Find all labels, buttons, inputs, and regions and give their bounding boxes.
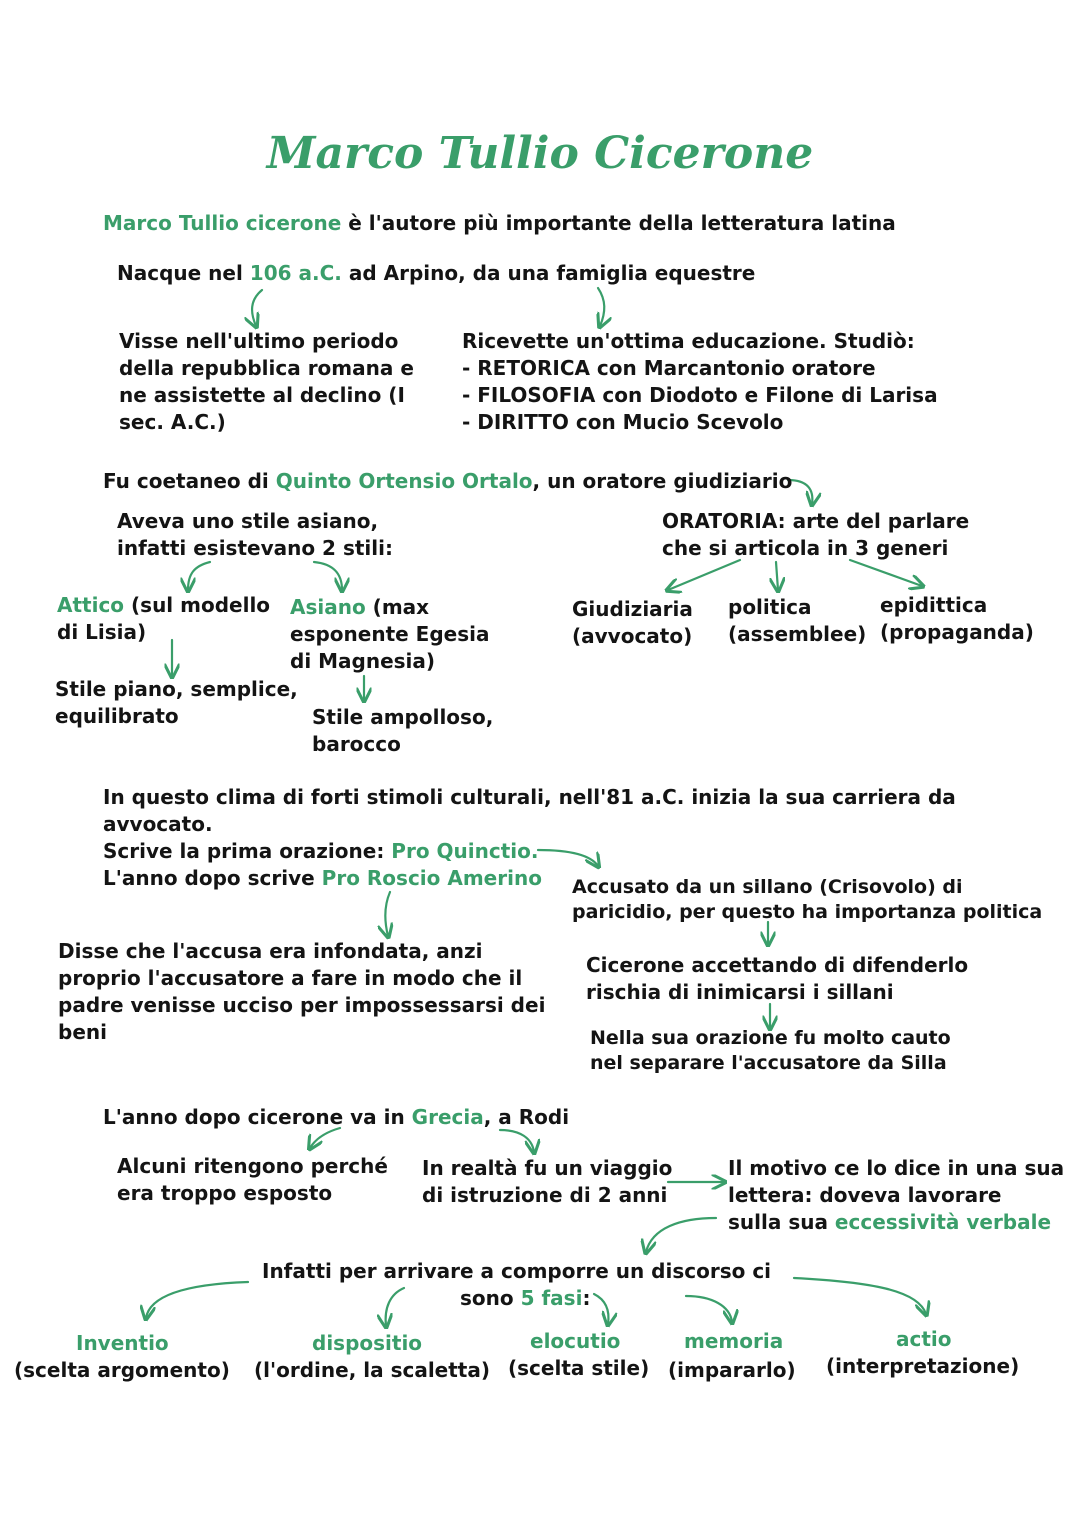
fasi-line [460,1285,590,1312]
text-line: Cicerone accettando di difenderlo [586,953,969,977]
text-line: Stile piano, semplice, [55,677,298,701]
attico-rest: (sul modello [124,593,271,617]
text-line: proprio l'accusatore a fare in modo che il [58,966,523,990]
arrow [385,892,390,936]
pro-quinctio: Pro Quinctio. [391,839,539,863]
motivo-line [728,1209,1051,1236]
text-line: avvocato. [103,812,213,836]
genere-desc: (avvocato) [572,624,693,648]
text-line: infatti esistevano 2 stili: [117,536,393,560]
text-line: lettera: doveva lavorare [728,1183,1002,1207]
genere-desc: (propaganda) [880,620,1034,644]
text-line: ORATORIA: arte del parlare [662,509,970,533]
coetaneo-pre: Fu coetaneo di [103,469,276,493]
arrow [146,1282,248,1318]
fase-name: elocutio [530,1329,621,1353]
arrow [386,1288,404,1326]
text-line: In realtà fu un viaggio [422,1156,673,1180]
line-post: : [582,1286,591,1310]
fase-name: memoria [684,1329,784,1353]
fase-desc: (l'ordine, la scaletta) [254,1358,491,1382]
birth-pre: Nacque nel [117,261,250,285]
genere-desc: (assemblee) [728,622,867,646]
fase-name: actio [896,1327,952,1351]
coetaneo-post: , un oratore giudiziario [532,469,793,493]
text-line: - DIRITTO con Mucio Scevolo [462,410,784,434]
line-pre: sono [460,1286,521,1310]
fase-desc: (scelta argomento) [14,1358,230,1382]
asiano-rest: (max [365,595,430,619]
intro-rest: è l'autore più importante della letteratura latina [341,211,896,235]
text-line: In questo clima di forti stimoli culturali, nell'81 a.C. inizia la sua carriera da [103,785,956,809]
asiano-name: Asiano [290,595,366,619]
text-line: di Lisia) [57,620,147,644]
text-line: - FILOSOFIA con Diodoto e Filone di Larisa [462,383,938,407]
line-pre: L'anno dopo cicerone va in [103,1105,412,1129]
arrow [776,562,778,590]
text-line: era troppo esposto [117,1181,333,1205]
text-line: nel separare l'accusatore da Silla [590,1052,947,1074]
text-line: Disse che l'accusa era infondata, anzi [58,939,483,963]
text-line: Visse nell'ultimo periodo [119,329,399,353]
page-title: Marco Tullio Cicerone [266,128,814,179]
text-line: beni [58,1020,107,1044]
arrow [310,1128,340,1148]
arrow [538,850,598,866]
arrow [598,288,604,326]
birth-line [117,260,755,287]
text-line: Stile ampolloso, [312,705,494,729]
fase-desc: (impararlo) [668,1358,796,1382]
text-line: di Magnesia) [290,649,436,673]
text-line: della repubblica romana e [119,356,414,380]
cinque-fasi: 5 fasi [520,1286,583,1310]
pro-roscio: Pro Roscio Amerino [321,866,542,890]
text-line: Aveva uno stile asiano, [117,509,379,533]
fase-name: dispositio [312,1331,423,1355]
fase-desc: (scelta stile) [508,1356,650,1380]
grecia: Grecia [411,1105,484,1129]
arrow [252,290,262,326]
text-line: esponente Egesia [290,622,490,646]
arrow [314,562,342,590]
arrow [668,560,740,590]
eccessivita: eccessività verbale [834,1210,1052,1234]
arrow [500,1130,534,1152]
prima-orazione-line [103,838,538,865]
intro-line [103,210,896,237]
arrow [794,1278,926,1314]
text-line: sec. A.C.) [119,410,226,434]
arrow [646,1218,716,1252]
text-line: equilibrato [55,704,179,728]
genere-name: epidittica [880,593,988,617]
arrow [188,562,210,590]
text-line: Infatti per arrivare a comporre un discorso ci [262,1259,772,1283]
text-line: ne assistette al declino (I [119,383,405,407]
arrow [850,560,922,586]
attico-name: Attico [57,593,125,617]
text-line: - RETORICA con Marcantonio oratore [462,356,876,380]
coetaneo-line [103,468,792,495]
text-line: paricidio, per questo ha importanza politica [572,901,1043,923]
grecia-line [103,1104,569,1131]
text-line: Alcuni ritengono perché [117,1154,388,1178]
fase-name: Inventio [76,1331,169,1355]
asiano-label [290,594,429,621]
arrow [686,1296,732,1322]
text-line: Il motivo ce lo dice in una sua [728,1156,1065,1180]
text-line: padre venisse ucciso per impossessarsi dei [58,993,546,1017]
line-post: , a Rodi [483,1105,570,1129]
text-line: Ricevette un'ottima educazione. Studiò: [462,329,915,353]
line-pre: L'anno dopo scrive [103,866,322,890]
coetaneo-name: Quinto Ortensio Ortalo [275,469,533,493]
text-line: che si articola in 3 generi [662,536,949,560]
birth-post: ad Arpino, da una famiglia equestre [341,261,756,285]
genere-name: Giudiziaria [572,597,693,621]
text-line: Nella sua orazione fu molto cauto [590,1027,951,1049]
text-line: Accusato da un sillano (Crisovolo) di [572,876,963,898]
pro-roscio-line [103,865,542,892]
line-pre: sulla sua [728,1210,835,1234]
arrow [594,1294,608,1324]
birth-year: 106 a.C. [249,261,342,285]
fase-desc: (interpretazione) [826,1354,1020,1378]
attico-label [57,592,270,619]
text-line: rischia di inimicarsi i sillani [586,980,894,1004]
genere-name: politica [728,595,812,619]
line-pre: Scrive la prima orazione: [103,839,392,863]
text-line: di istruzione di 2 anni [422,1183,668,1207]
intro-name: Marco Tullio cicerone [103,211,342,235]
text-line: barocco [312,732,401,756]
